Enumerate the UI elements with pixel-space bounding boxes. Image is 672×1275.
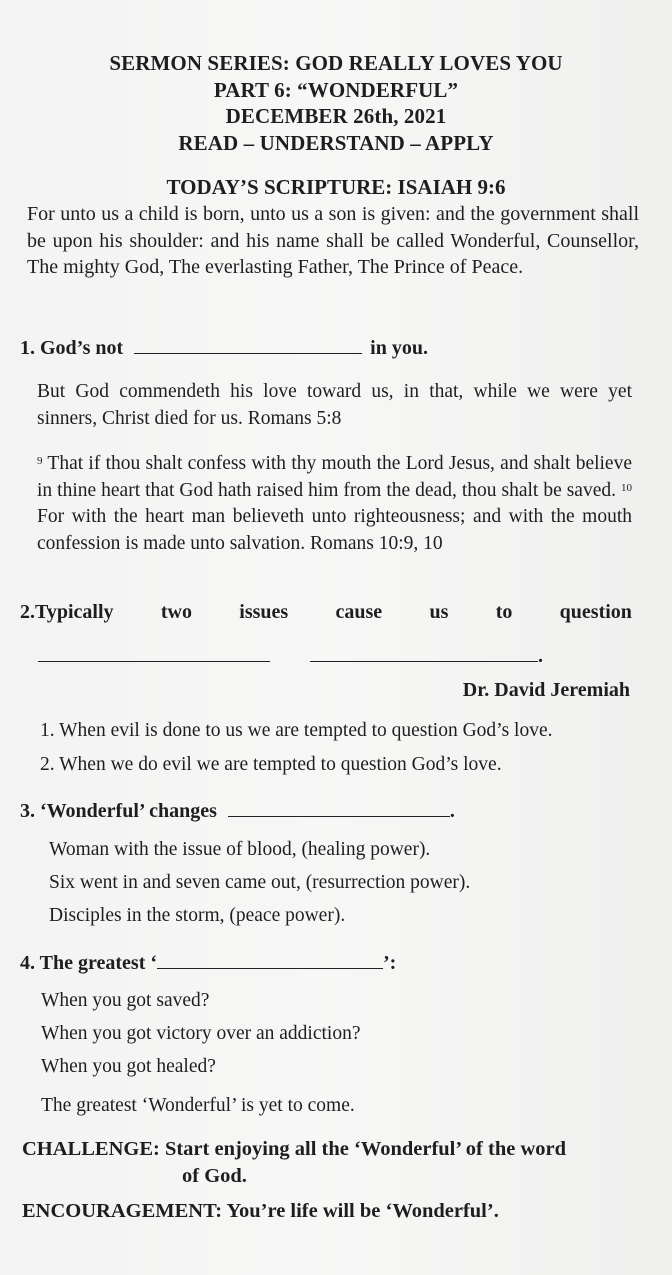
- romans-5-8-verse: But God commendeth his love toward us, in that, while we were yet sinners, Christ died for us. Romans 5:8: [37, 381, 632, 429]
- challenge-label: CHALLENGE:: [22, 1138, 160, 1160]
- verse-number-9: 9: [37, 455, 43, 467]
- point-2-blank-1: [38, 660, 270, 662]
- challenge-text-continued: of God.: [182, 1165, 247, 1187]
- point-4-item: When you got victory over an addiction?: [41, 1023, 361, 1044]
- point-2-heading: [20, 601, 632, 624]
- read-understand-apply: READ – UNDERSTAND – APPLY: [178, 130, 494, 155]
- verse-number-10: 10: [621, 481, 632, 494]
- point-4-item: The greatest ‘Wonderful’ is yet to come.: [41, 1095, 355, 1116]
- challenge-text: Start enjoying all the ‘Wonderful’ of the word: [164, 1138, 567, 1160]
- scripture-title: TODAY’S SCRIPTURE: ISAIAH 9:6: [166, 175, 506, 199]
- point-1-after: in you.: [370, 337, 428, 359]
- point-2-word: question: [559, 601, 632, 623]
- point-3-heading: [20, 798, 455, 825]
- point-2-period: .: [538, 645, 543, 667]
- point-2-word: to: [495, 601, 513, 623]
- point-3-period: .: [449, 800, 455, 822]
- point-1-before: 1. God’s not: [20, 337, 124, 359]
- encouragement: [22, 1198, 642, 1225]
- point-2-word: 2.Typically: [20, 601, 114, 623]
- point-4-heading: [20, 950, 396, 977]
- sermon-date: DECEMBER 26th, 2021: [225, 104, 447, 128]
- challenge: [22, 1136, 642, 1190]
- encouragement-text: You’re life will be ‘Wonderful’.: [226, 1200, 499, 1222]
- point-2-word: issues: [239, 601, 289, 623]
- point-4-item: When you got saved?: [41, 990, 210, 1011]
- point-2-blank-2: [310, 660, 538, 662]
- encouragement-label: ENCOURAGEMENT:: [22, 1200, 223, 1222]
- point-1-blank: [134, 352, 362, 354]
- point-3-before: 3. ‘Wonderful’ changes: [20, 800, 217, 822]
- point-4-blank: [157, 967, 383, 969]
- part-title: PART 6: “WONDERFUL”: [213, 77, 459, 102]
- romans-10-9-verse: [37, 451, 632, 557]
- point-3-blank: [228, 815, 450, 817]
- point-2-word: us: [429, 601, 449, 623]
- point-1-heading: [20, 335, 428, 362]
- scripture-text: For unto us a child is born, unto us a son is given: and the government shall be upon his shoulder: and his name shall be called Wonderful, Counsellor, The mighty God, The everlasting Father, The Prince of Peace.: [27, 203, 639, 278]
- point-2-blanks: [38, 643, 543, 670]
- verse-10-text: For with the heart man believeth unto righteousness; and with the mouth confession is made unto salvation. Romans 10:9, 10: [37, 506, 632, 554]
- point-3-item: Woman with the issue of blood, (healing power).: [49, 839, 431, 860]
- point-4-item: When you got healed?: [41, 1056, 216, 1077]
- sermon-header: [0, 50, 672, 156]
- point-2-word: two: [160, 601, 192, 623]
- point-4-before: 4. The greatest ‘: [20, 952, 158, 974]
- attribution: Dr. David Jeremiah: [462, 679, 630, 701]
- point-2-item: 1. When evil is done to us we are tempted to question God’s love.: [40, 720, 553, 741]
- point-3-item: Six went in and seven came out, (resurrection power).: [49, 872, 471, 893]
- point-2-item: 2. When we do evil we are tempted to question God’s love.: [40, 754, 502, 775]
- point-4-after: ’:: [383, 952, 397, 974]
- verse-9-text: That if thou shalt confess with thy mouth the Lord Jesus, and shalt believe in thine heart that God hath raised him from the dead, thou shalt be saved.: [37, 453, 632, 501]
- point-3-item: Disciples in the storm, (peace power).: [49, 905, 346, 926]
- point-2-word: cause: [335, 601, 383, 623]
- series-title: SERMON SERIES: GOD REALLY LOVES YOU: [109, 51, 563, 75]
